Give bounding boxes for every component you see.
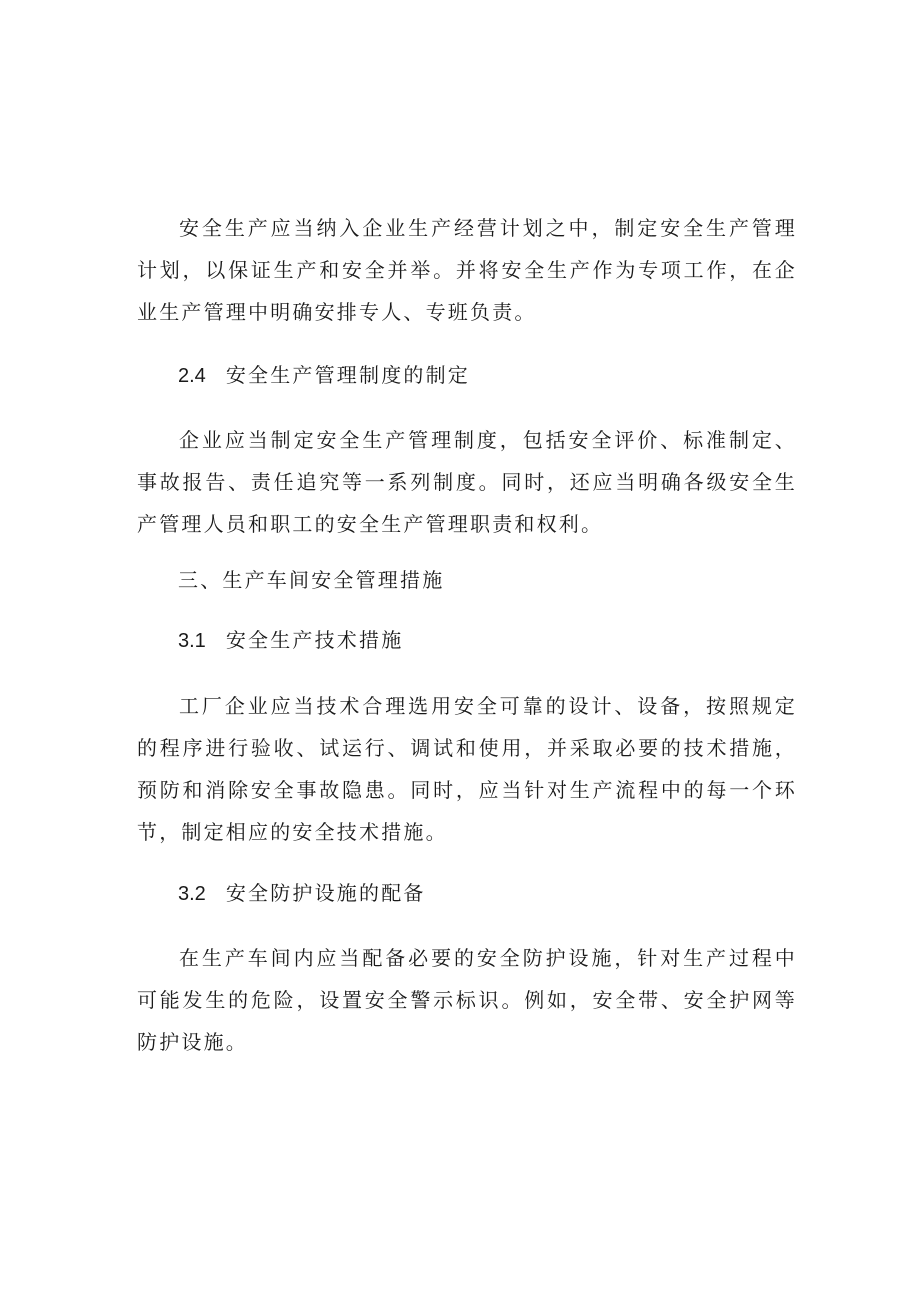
section-heading-3-1 bbox=[178, 625, 403, 656]
chapter-heading-3: 三、生产车间安全管理措施 bbox=[178, 568, 445, 592]
section-title: 安全生产管理制度的制定 bbox=[225, 363, 471, 387]
section-number: 3.2 bbox=[178, 883, 206, 905]
section-heading-3-2 bbox=[178, 878, 426, 909]
section-title: 安全生产技术措施 bbox=[225, 628, 404, 652]
paragraph-technical-measures: 工厂企业应当技术合理选用安全可靠的设计、设备，按照规定的程序进行验收、试运行、调试和使用，并采取必要的技术措施，预防和消除安全事故隐患。同时，应当针对生产流程中的每一个环节，制定相应的安全技术措施。 bbox=[137, 694, 797, 844]
section-heading-2-4 bbox=[178, 360, 470, 391]
paragraph-safety-plan: 安全生产应当纳入企业生产经营计划之中，制定安全生产管理计划，以保证生产和安全并举。并将安全生产作为专项工作，在企业生产管理中明确安排专人、专班负责。 bbox=[137, 216, 797, 324]
section-title: 安全防护设施的配备 bbox=[225, 881, 426, 905]
section-number: 2.4 bbox=[178, 365, 206, 387]
paragraph-management-system: 企业应当制定安全生产管理制度，包括安全评价、标准制定、事故报告、责任追究等一系列制度。同时，还应当明确各级安全生产管理人员和职工的安全生产管理职责和权利。 bbox=[137, 428, 797, 536]
section-number: 3.1 bbox=[178, 630, 206, 652]
paragraph-protective-facilities: 在生产车间内应当配备必要的安全防护设施，针对生产过程中可能发生的危险，设置安全警示标识。例如，安全带、安全护网等防护设施。 bbox=[137, 946, 797, 1054]
